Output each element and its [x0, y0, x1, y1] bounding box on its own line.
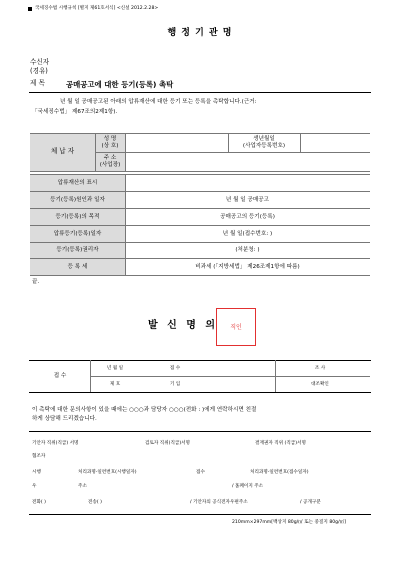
table-line [125, 133, 126, 171]
table-line [29, 392, 371, 393]
recipient-label: 수신자 [30, 58, 50, 66]
fax-label: 전송( ) [88, 500, 102, 505]
zip-label: 우 [32, 484, 37, 489]
table-line [275, 360, 276, 392]
row-value-cause: 년 월 일 공매공고 [225, 197, 270, 203]
cooperator-label: 협조자 [32, 454, 46, 459]
seal-label: 직인 [230, 324, 242, 331]
table-line [30, 174, 370, 175]
receive-label: 접수 [196, 470, 205, 475]
receipt-inspect-label: 조 사 [314, 366, 326, 371]
reviewer-label: 검토자 직위(직급)서명 [145, 441, 190, 446]
receive-value: 처리과명-일련번호(접수일자) [250, 470, 309, 475]
footer-divider [29, 514, 371, 515]
contact-line-1: 이 촉탁에 대한 문의사항이 있을 때에는 ○○○과 담당자 ○○○(전화 : )에게 연락하시면 친절 [32, 407, 257, 413]
receipt-date-label: 년 월 일 [106, 366, 124, 371]
table-line [30, 258, 370, 259]
row-value-seizure-date: 년 월 일(접수번호: ) [222, 231, 273, 237]
row-value-right-holder: (처분청: ) [235, 247, 260, 253]
receipt-receive-label: 접 수 [169, 366, 181, 371]
subject-text: 공매공고에 대한 등기(등록) 촉탁 [66, 80, 174, 89]
table-line [30, 242, 370, 243]
row-value-registration-tax: 비과세 (「지방세법」 제26조제1항에 따름) [195, 264, 300, 270]
row-label-purpose: 등기(등록)의 목적 [55, 214, 100, 220]
table-line [90, 360, 91, 392]
table-line [30, 133, 370, 134]
document-title: 행 정 기 관 명 [167, 28, 233, 38]
address-label: 주 소 [103, 155, 117, 161]
contact-divider [29, 431, 371, 432]
row-label-cause: 등기(등록)원인과 일자 [50, 197, 105, 203]
enforce-label: 시행 [32, 470, 41, 475]
official-seal [216, 308, 256, 346]
enforce-value: 처리과명-일련번호(시행일자) [78, 470, 137, 475]
body-line-2: 「국세징수법」 제67조의2제1항). [32, 109, 118, 115]
receipt-number-label: 제 호 [109, 382, 121, 387]
receipt-label: 접 수 [53, 373, 67, 379]
email-label: / 기안자의 공식전자우편주소 [190, 500, 248, 505]
phone-label: 전화( ) [32, 500, 46, 505]
name-label: 성 명 [103, 136, 117, 142]
via-label: (경유) [30, 67, 48, 75]
table-line [125, 174, 126, 275]
table-line [30, 171, 370, 172]
homepage-label: / 홈페이지 주소 [232, 484, 264, 489]
address-sub-label: (사업장) [99, 162, 121, 168]
birth-label: 생년월일 [253, 136, 275, 142]
disclosure-label: / 공개구분 [300, 500, 321, 505]
row-value-purpose: 공매공고의 등기(등록) [220, 214, 275, 220]
receipt-verify-label: 대조확인 [311, 382, 329, 387]
row-label-right-holder: 등기(등록)권리자 [56, 247, 99, 253]
paper-spec: 210mm×297mm[백상지 80g/㎡ 또는 중질지 80g/㎡] [232, 520, 347, 525]
contact-line-2: 하게 상담해 드리겠습니다. [32, 416, 97, 422]
approver-label: 결재권자 직위 (직급)서명 [255, 441, 306, 446]
drafter-label: 기안자 직위(직급) 서명 [32, 441, 79, 446]
row-label-registration-tax: 등 록 세 [67, 264, 88, 270]
address-field-label: 주소 [78, 484, 87, 489]
name-sub-label: (상 호) [101, 143, 119, 149]
row-label-property: 압류재산의 표시 [57, 180, 98, 186]
body-line-1: 년 월 일 공매공고된 아래의 압류재산에 대한 등기 또는 등록을 촉탁합니다.(근거: [60, 99, 257, 105]
body-end: 끝. [32, 279, 40, 285]
row-label-seizure-date: 압류등기(등록)일자 [53, 231, 102, 237]
birth-sub-label: (사업자등록번호) [242, 143, 286, 149]
table-line [30, 191, 370, 192]
taxpayer-label: 체 납 자 [50, 147, 75, 155]
subject-divider [29, 92, 371, 93]
table-line [30, 275, 370, 276]
issuer-name: 발 신 명 의 [148, 320, 219, 331]
subject-label: 제 목 [30, 79, 45, 87]
table-line [300, 133, 301, 152]
receipt-entry-label: 기 입 [169, 382, 181, 387]
table-line [90, 376, 370, 377]
table-line [30, 225, 370, 226]
table-line [95, 152, 370, 153]
table-line [30, 208, 370, 209]
form-header-note: 국세징수법 시행규칙 [별지 제61호서식] <신설 2012.2.28> [35, 6, 159, 11]
header-bullet-icon [28, 7, 32, 11]
table-line [29, 360, 371, 361]
